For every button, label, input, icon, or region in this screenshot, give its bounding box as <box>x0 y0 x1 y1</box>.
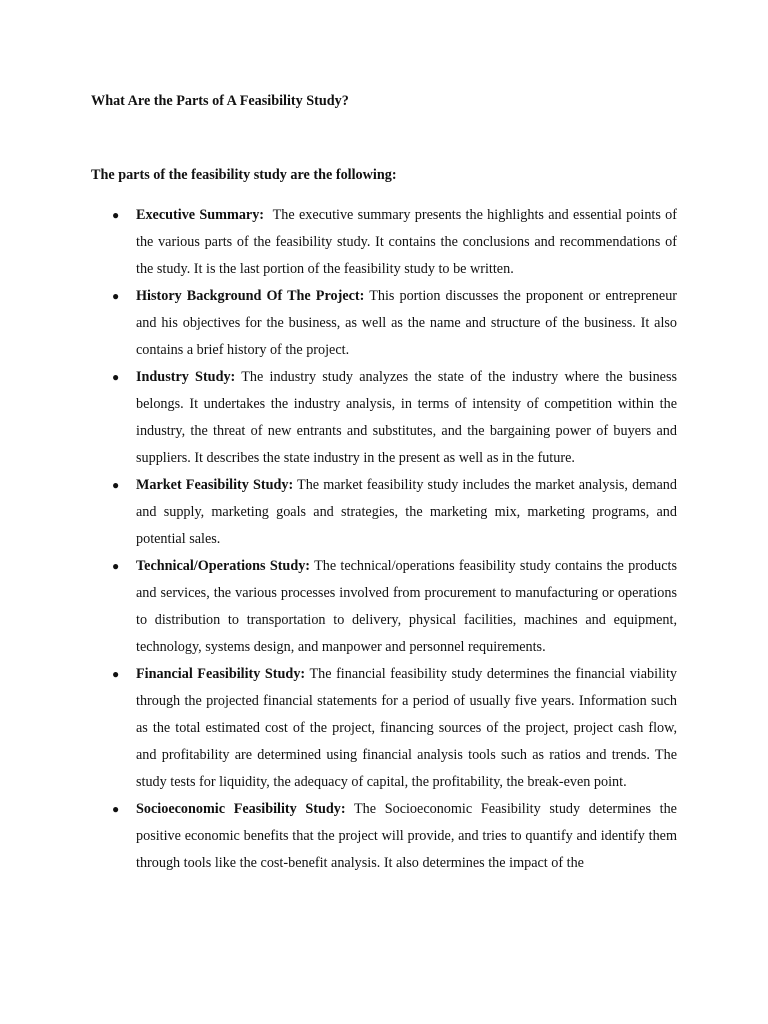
document-title: What Are the Parts of A Feasibility Study? <box>91 93 349 109</box>
item-title: History Background Of The Project: <box>136 288 365 304</box>
item-text: The technical/operations feasibility study contains the products and services, the various processes involved from procurement to manufacturing or operations to distribution to transportation to delivery, physical facilities, machines and equipment, technology, systems design, and manpower and personnel requirements. <box>136 558 677 655</box>
list-item <box>0 283 677 364</box>
item-text: The financial feasibility study determines the financial viability through the projected financial statements for a period of usually five years. Information such as the total estimated cost of the project, financing sources of the project, project cash flow, and profitability are determined using financial analysis tools such as ratios and trends. The study tests for liquidity, the adequacy of capital, the profitability, the break-even point. <box>136 666 677 790</box>
item-text: The market feasibility study includes the market analysis, demand and supply, marketing goals and strategies, the marketing mix, marketing programs, and potential sales. <box>136 477 677 547</box>
list-item <box>0 364 677 472</box>
item-title: Market Feasibility Study: <box>136 477 294 493</box>
list-item <box>0 553 677 661</box>
item-title: Executive Summary: <box>136 207 265 223</box>
bullet-icon: ● <box>112 370 120 384</box>
item-text: The industry study analyzes the state of the industry where the business belongs. It undertakes the industry analysis, in terms of intensity of competition within the industry, the threat of new entrants and substitutes, and the bargaining power of buyers and suppliers. It describes the state industry in the present as well as in the future. <box>136 369 677 466</box>
parts-list <box>0 202 768 877</box>
bullet-icon: ● <box>112 667 120 681</box>
item-text: The Socioeconomic Feasibility study determines the positive economic benefits that the project will provide, and tries to quantify and identify them through tools like the cost-benefit analysis. It also determines the impact of the <box>136 801 677 871</box>
item-text: This portion discusses the proponent or entrepreneur and his objectives for the business, as well as the name and structure of the business. It also contains a brief history of the project. <box>136 288 678 358</box>
bullet-icon: ● <box>112 802 120 816</box>
item-title: Financial Feasibility Study: <box>136 666 306 682</box>
list-item <box>0 472 677 553</box>
bullet-icon: ● <box>112 478 120 492</box>
bullet-icon: ● <box>112 208 120 222</box>
item-title: Technical/Operations Study: <box>136 558 311 574</box>
list-item <box>0 202 677 283</box>
item-text: The executive summary presents the highlights and essential points of the various parts of the feasibility study. It contains the conclusions and recommendations of the study. It is the last portion of the feasibility study to be written. <box>136 207 677 277</box>
bullet-icon: ● <box>112 559 120 573</box>
item-title: Socioeconomic Feasibility Study: <box>136 801 346 817</box>
item-title: Industry Study: <box>136 369 236 385</box>
list-item <box>0 796 677 877</box>
intro-heading: The parts of the feasibility study are the following: <box>91 167 397 183</box>
bullet-icon: ● <box>112 289 120 303</box>
list-item <box>0 661 677 796</box>
